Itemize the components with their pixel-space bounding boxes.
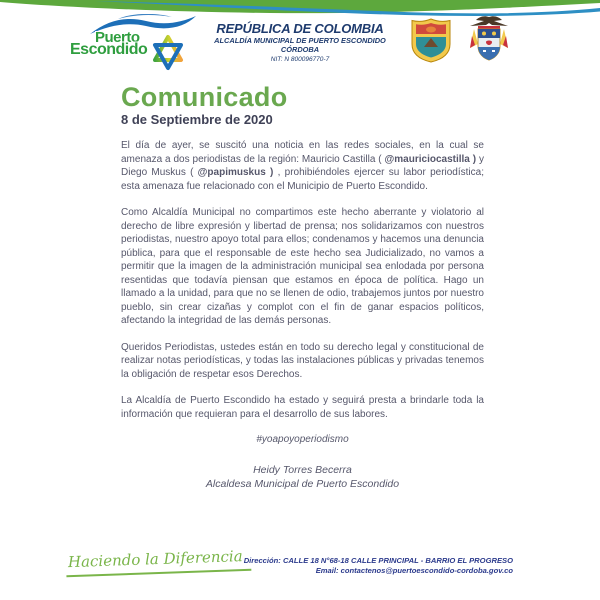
body-paragraph [121, 341, 484, 382]
colombia-coat-of-arms-icon [464, 14, 514, 64]
logo-text-escondido: Escondido [70, 41, 148, 58]
paragraph-text: Queridos Periodistas, ustedes están en todo su derecho legal y constitucional de realizar notas periodísticas, y todas las instalaciones públicas y privadas tenemos la obligación de respetar esos Derechos. [121, 341, 484, 380]
header-center [192, 22, 408, 63]
paragraph-text: , prohibiéndoles ejercer su labor periodística; esta amenaza fue relacionado con el Municipio de Puerto Escondido. [121, 167, 484, 192]
republic-title: REPÚBLICA DE COLOMBIA [216, 21, 384, 36]
body-paragraph [121, 139, 484, 193]
signature-block [121, 464, 484, 491]
address-line [244, 556, 513, 566]
social-handle: @papimuskus ) [197, 167, 274, 178]
municipal-shield-icon [409, 17, 453, 63]
department-name: CÓRDOBA [280, 45, 320, 55]
municipality-logo [68, 16, 208, 72]
address-value: CALLE 18 N°68-18 CALLE PRINCIPAL - BARRIO EL PROGRESO [282, 556, 513, 565]
signature-role: Alcaldesa Municipal de Puerto Escondido [205, 477, 400, 490]
body-paragraph [121, 206, 484, 328]
footer-contact [244, 556, 513, 576]
paragraph-text: y Diego Muskus ( [121, 153, 485, 178]
logo-text-puerto: Puerto [95, 29, 140, 46]
email-value: contactenos@puertoescondido-cordoba.gov.co [340, 566, 513, 575]
document-date: 8 de Septiembre de 2020 [121, 112, 273, 127]
document-body [121, 83, 484, 491]
signature-name: Heidy Torres Becerra [253, 464, 352, 476]
footer-slogan: Haciendo la Diferencia [66, 547, 252, 577]
paragraph-text: La Alcaldía de Puerto Escondido ha estado y seguirá presta a brindarle toda la información que requieran para el desarrollo de sus labores. [121, 395, 484, 420]
paragraph-text: Como Alcaldía Municipal no compartimos este hecho aberrante y violatorio al derecho de libre expresión y libertad de prensa; nos solidarizamos con nuestros periodistas, nuestro apoyo total para ellos; condenamos y hacemos una denuncia pública, para que el responsable de este hecho sea Judicializado, no vamos a permitir que la imagen de la administración municipal sea enlodada por persona resentidas que todavía piensan que estamos en época de política. Hago un llamado a la unidad, para que no se llenen de odio, trabajemos juntos por nuestro pueblo, sin crear cizañas y complot con el fin de ganar espacios políticos, afectando la integridad de las demás personas. [121, 207, 484, 326]
email-line [244, 566, 513, 576]
body-paragraphs [121, 139, 484, 421]
email-label: Email: [315, 566, 339, 575]
body-paragraph [121, 394, 484, 421]
page-title: Comunicado [121, 82, 288, 112]
address-label: Dirección: [243, 556, 281, 565]
social-handle: @mauriciocastilla ) [384, 153, 477, 165]
entity-name: ALCALDÍA MUNICIPAL DE PUERTO ESCONDIDO [214, 36, 386, 46]
hexagram-star-icon [150, 34, 186, 72]
paragraph-text: El día de ayer, se suscitó una noticia en las redes sociales, en la cual se amenaza a dos periodistas de la región: Mauricio Castilla ( [121, 140, 484, 165]
nit-number: NIT: N 800096770-7 [270, 56, 330, 63]
hashtag: #yoapoyoperiodismo [256, 434, 349, 445]
